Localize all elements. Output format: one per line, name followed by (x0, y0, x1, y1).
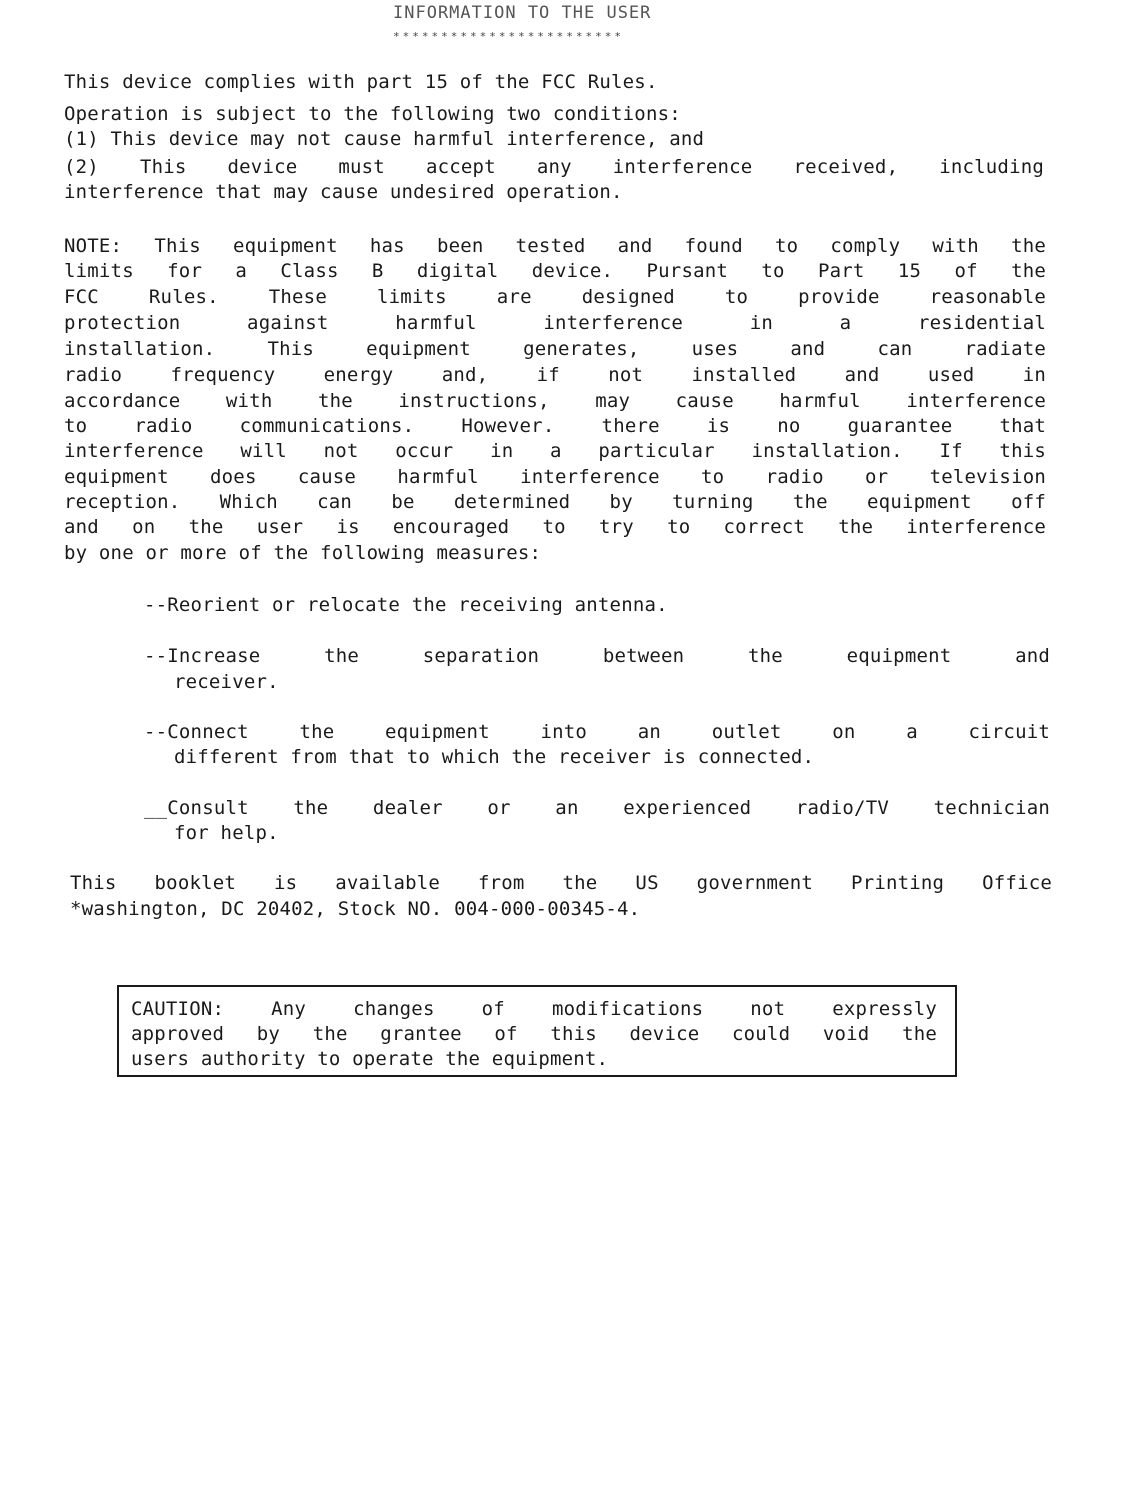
note-line: radio frequency energy and, if not installed and used in (64, 364, 1046, 386)
measure-item-continuation: for help. (174, 822, 279, 844)
booklet-line: *washington, DC 20402, Stock NO. 004-000-00345-4. (70, 898, 641, 920)
caution-box (117, 985, 957, 1077)
caution-line: approved by the grantee of this device could void the (131, 1023, 937, 1045)
note-line: NOTE: This equipment has been tested and found to comply with the (64, 235, 1046, 257)
note-line: installation. This equipment generates, uses and can radiate (64, 338, 1046, 360)
note-line: to radio communications. However. there is no guarantee that (64, 415, 1046, 437)
measure-item: --Reorient or relocate the receiving antenna. (144, 594, 668, 616)
caution-line: CAUTION: Any changes of modifications not expressly (131, 998, 937, 1020)
note-line: interference will not occur in a particular installation. If this (64, 440, 1046, 462)
note-line: equipment does cause harmful interference to radio or television (64, 466, 1046, 488)
measure-item-continuation: different from that to which the receiver is connected. (174, 746, 815, 768)
measure-item: __Consult the dealer or an experienced radio/TV technician (144, 797, 1050, 819)
measure-item: --Increase the separation between the equipment and (144, 645, 1050, 667)
measure-item: --Connect the equipment into an outlet on a circuit (144, 721, 1050, 743)
measure-item-continuation: receiver. (174, 671, 279, 693)
note-line: and on the user is encouraged to try to correct the interference (64, 516, 1046, 538)
compliance-line: This device complies with part 15 of the FCC Rules. (64, 71, 658, 93)
note-line: FCC Rules. These limits are designed to provide reasonable (64, 286, 1046, 308)
page-title: INFORMATION TO THE USER (393, 3, 652, 23)
note-line: protection against harmful interference in a residential (64, 312, 1046, 334)
caution-line: users authority to operate the equipment. (131, 1048, 609, 1070)
note-line: reception. Which can be determined by turning the equipment off (64, 491, 1046, 513)
note-line: accordance with the instructions, may cause harmful interference (64, 390, 1046, 412)
booklet-line: This booklet is available from the US government Printing Office (70, 872, 1052, 894)
compliance-line: interference that may cause undesired operation. (64, 181, 623, 203)
compliance-line: (1) This device may not cause harmful interference, and (64, 128, 705, 150)
compliance-line: (2) This device must accept any interference received, including (64, 156, 1044, 178)
compliance-line: Operation is subject to the following two conditions: (64, 103, 681, 125)
title-rule: ************************ (393, 30, 624, 43)
note-line: by one or more of the following measures: (64, 542, 542, 564)
note-line: limits for a Class B digital device. Pursant to Part 15 of the (64, 260, 1046, 282)
